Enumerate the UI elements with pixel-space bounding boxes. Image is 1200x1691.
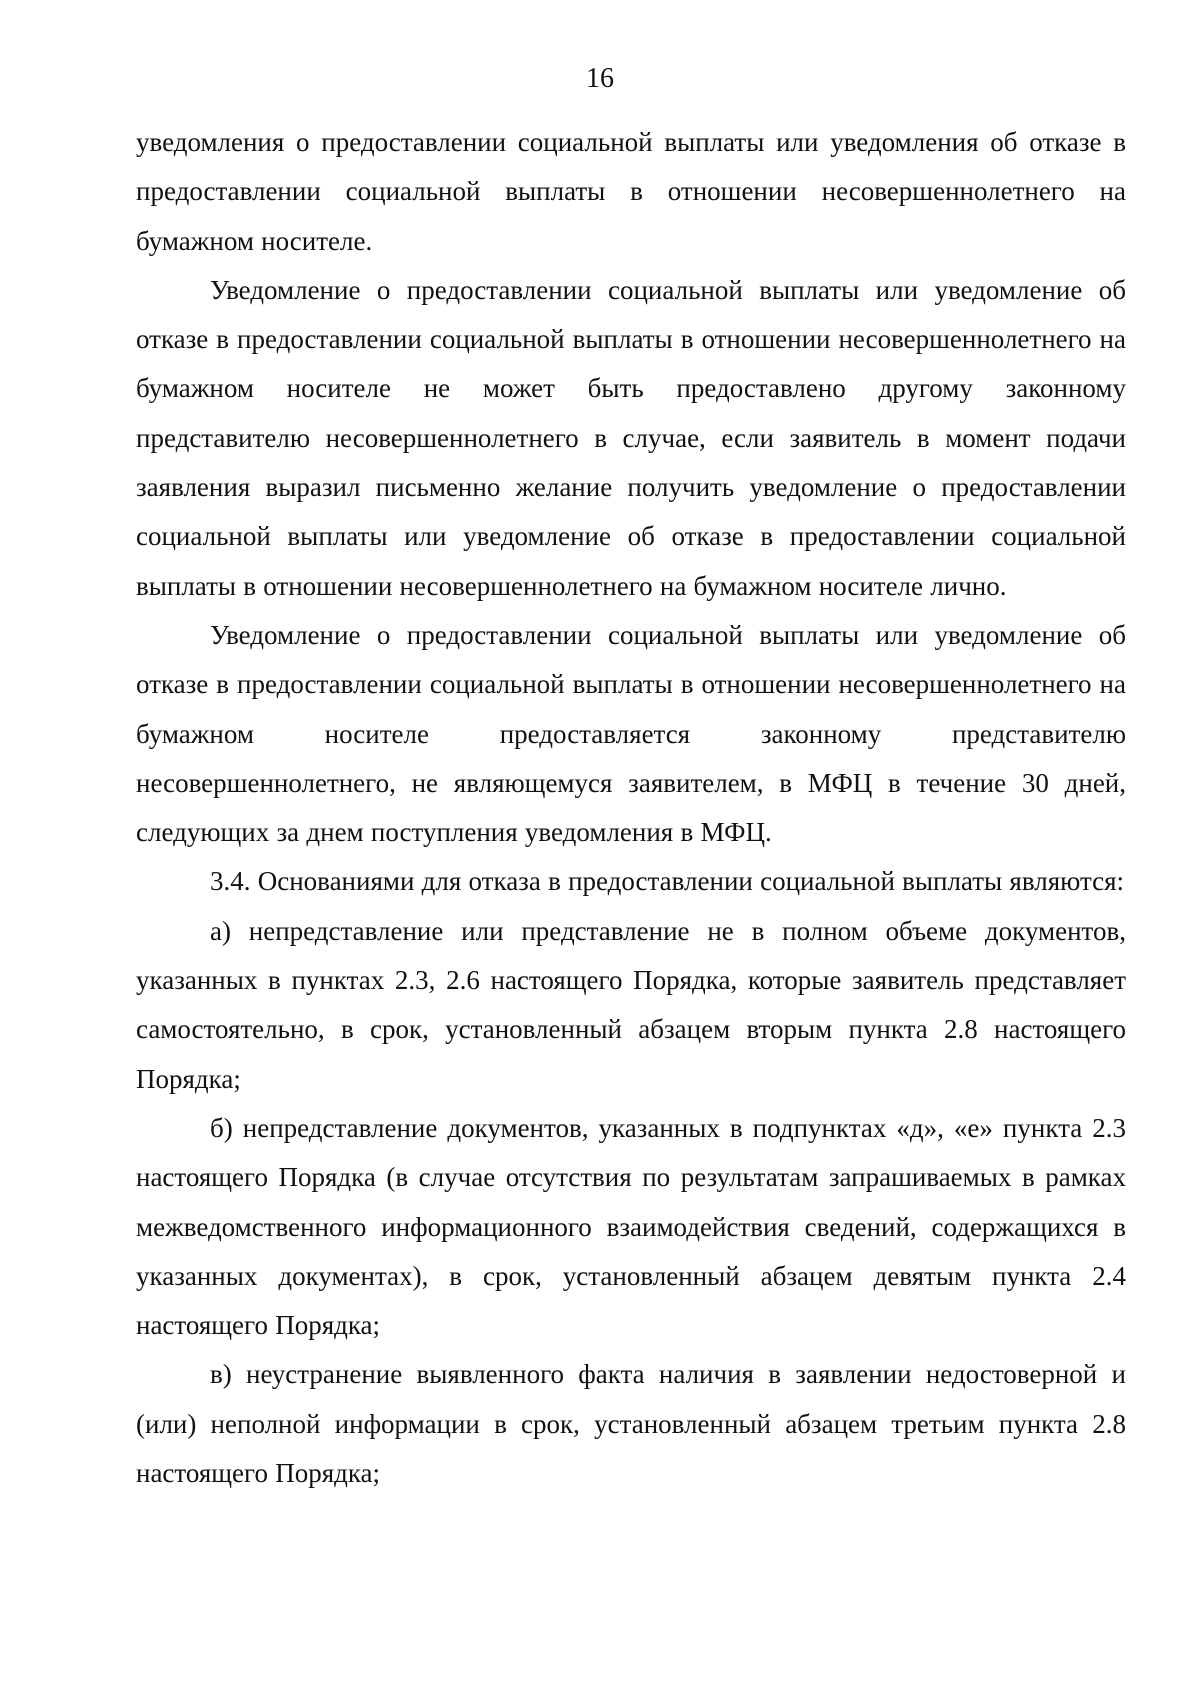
paragraph-notification-delivery: Уведомление о предоставлении социальной выплаты или уведомление об отказе в предоставлении социальной выплаты в отношении несовершеннолетнего на бумажном носителе предоставляется законному представителю несовершеннолетнего, не являющемуся заявителем, в МФЦ в течение 30 дней, следующих за днем поступления уведомления в МФЦ. — [136, 619, 1126, 848]
document-body — [136, 118, 1126, 1498]
paragraph-refusal-grounds-heading: 3.4. Основаниями для отказа в предоставлении социальной выплаты являются: — [210, 866, 1124, 897]
list-item-b: б) непредставление документов, указанных в подпунктах «д», «е» пункта 2.3 настоящего Порядка (в случае отсутствия по результатам запрашиваемых в рамках межведомственного информационного взаимодействия сведений, содержащихся в указанных документах), в срок, установленный абзацем девятым пункта 2.4 настоящего Порядка; — [136, 1112, 1126, 1341]
page-number: 16 — [586, 63, 614, 94]
list-item-a: а) непредставление или представление не в полном объеме документов, указанных в пунктах 2.3, 2.6 настоящего Порядка, которые заявитель представляет самостоятельно, в срок, установленный абзацем вторым пункта 2.8 настоящего Порядка; — [136, 915, 1126, 1094]
paragraph-notification-restriction: Уведомление о предоставлении социальной выплаты или уведомление об отказе в предоставлении социальной выплаты в отношении несовершеннолетнего на бумажном носителе не может быть предоставлено другому законному представителю несовершеннолетнего в случае, если заявитель в момент подачи заявления выразил письменно желание получить уведомление о предоставлении социальной выплаты или уведомление об отказе в предоставлении социальной выплаты в отношении несовершеннолетнего на бумажном носителе лично. — [136, 274, 1126, 601]
paragraph-continuation: уведомления о предоставлении социальной выплаты или уведомления об отказе в предоставлении социальной выплаты в отношении несовершеннолетнего на бумажном носителе. — [136, 127, 1126, 256]
list-item-v: в) неустранение выявленного факта наличия в заявлении недостоверной и (или) неполной информации в срок, установленный абзацем третьим пункта 2.8 настоящего Порядка; — [136, 1359, 1126, 1489]
